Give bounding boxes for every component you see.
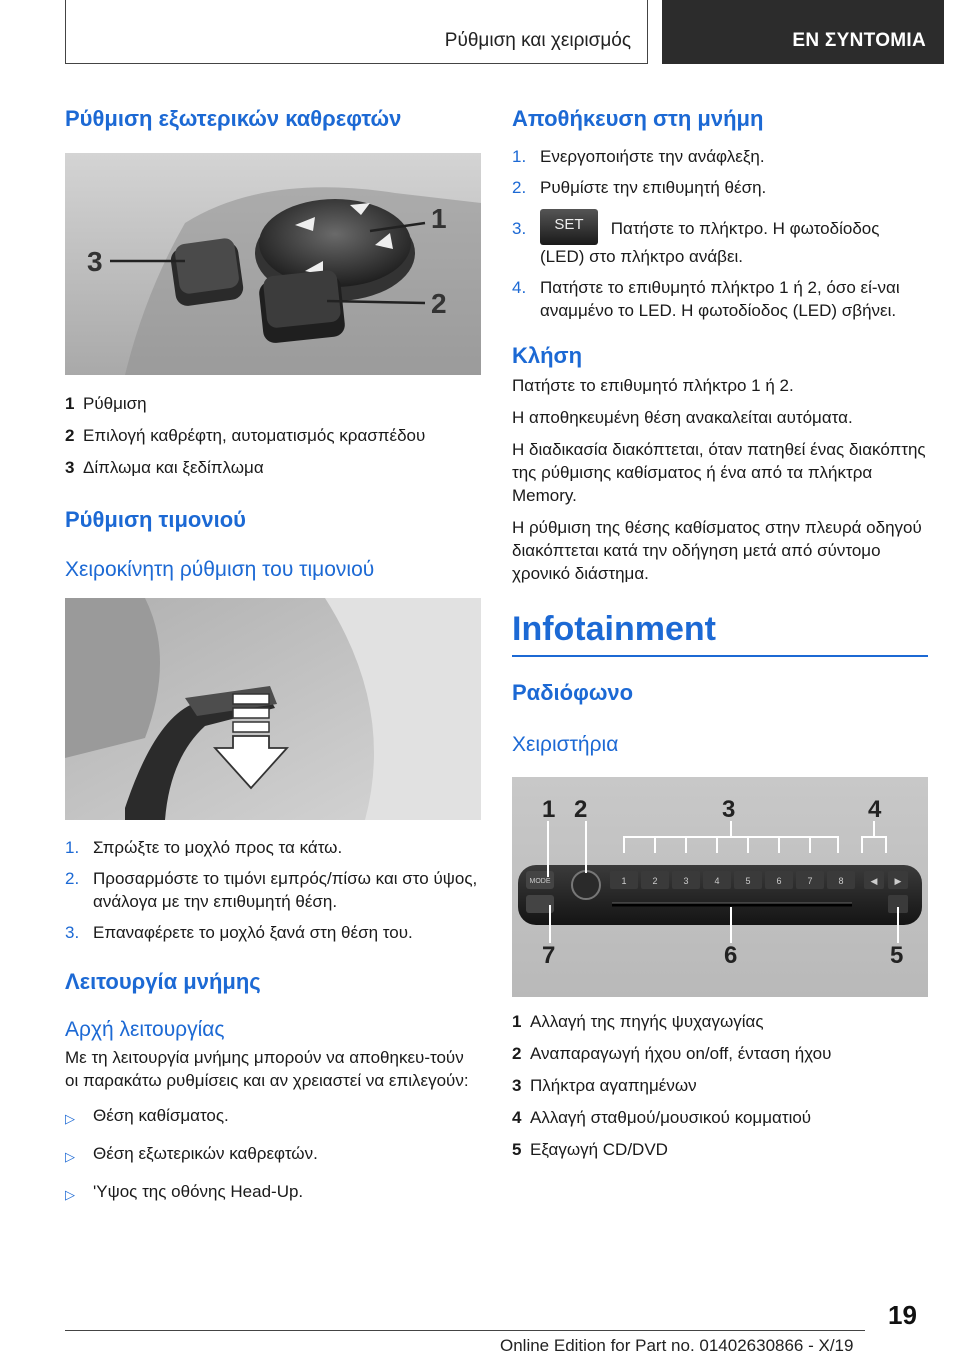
- set-button-icon: SET: [540, 209, 598, 245]
- recall-heading: Κλήση: [512, 343, 583, 368]
- step-item: 2. Προσαρμόστε το τιμόνι εμπρός/πίσω και στο ύψος, ανάλογα με την επιθυμητή θέση.: [65, 869, 478, 911]
- header-chapter-box: [65, 0, 648, 64]
- radio-legend: [512, 1011, 928, 1160]
- footer-edition: Online Edition for Part no. 01402630866 - X/19: [500, 1336, 854, 1355]
- legend-item: 2 Αναπαραγωγή ήχου on/off, ένταση ήχου: [512, 1044, 832, 1063]
- bullet-item: ▷ Θέση εξωτερικών καθρεφτών.: [65, 1144, 318, 1164]
- legend-item: 2 Επιλογή καθρέφτη, αυτοματισμός κρασπέδου: [65, 426, 426, 445]
- infotainment-rule: [512, 655, 928, 657]
- step-item: 1. Σπρώξτε το μοχλό προς τα κάτω.: [65, 838, 343, 857]
- preset-label: 8: [838, 876, 844, 886]
- callout-2: 2: [431, 288, 447, 319]
- radio-callout-4: 4: [868, 796, 882, 823]
- section-tab-label: ΕΝ ΣΥΝΤΟΜΙΑ: [792, 30, 926, 51]
- header-section-tab[interactable]: [662, 0, 944, 64]
- preset-label: 7: [807, 876, 813, 886]
- radio-callout-3: 3: [722, 796, 736, 823]
- legend-item: 1 Ρύθμιση: [65, 394, 147, 413]
- memory-subheading: Αρχή λειτουργίας: [65, 1018, 225, 1041]
- store-steps: [512, 145, 928, 322]
- svg-text:◀: ◀: [870, 876, 878, 886]
- infotainment-heading: Infotainment: [512, 610, 716, 648]
- legend-item: 5 Εξαγωγή CD/DVD: [512, 1140, 668, 1159]
- radio-controls-figure: [512, 777, 928, 997]
- controls-heading: Χειριστήρια: [512, 733, 619, 756]
- step-item: 3. SET Πατήστε το πλήκτρο. Η φωτοδίοδος (LED) στο πλήκτρο ανάβει.: [512, 217, 928, 268]
- memory-bullets: [65, 1104, 481, 1206]
- bullet-item: ▷ 'Υψος της οθόνης Head-Up.: [65, 1182, 304, 1202]
- radio-callout-6: 6: [724, 942, 738, 969]
- preset-label: 6: [776, 876, 782, 886]
- steering-heading: Ρύθμιση τιμονιού: [65, 507, 246, 532]
- preset-label: 5: [745, 876, 751, 886]
- store-heading: Αποθήκευση στη μνήμη: [512, 106, 764, 131]
- legend-item: 3 Πλήκτρα αγαπημένων: [512, 1076, 697, 1095]
- right-column: [512, 100, 928, 1171]
- page-number: 19: [888, 1300, 917, 1330]
- radio-callout-5: 5: [890, 942, 904, 969]
- left-column: [65, 100, 481, 1218]
- footer-divider: [65, 1330, 865, 1331]
- legend-item: 4 Αλλαγή σταθμού/μουσικού κομματιού: [512, 1108, 812, 1127]
- radio-callout-1: 1: [542, 796, 556, 823]
- step-item: 3. Επαναφέρετε το μοχλό ξανά στη θέση του.: [65, 923, 413, 942]
- mirror-controls-figure: [65, 153, 481, 375]
- radio-callout-7: 7: [542, 942, 556, 969]
- step-item: 1. Ενεργοποιήστε την ανάφλεξη.: [512, 147, 765, 166]
- legend-item: 1 Αλλαγή της πηγής ψυχαγωγίας: [512, 1012, 764, 1031]
- memory-heading: Λειτουργία μνήμης: [65, 969, 261, 994]
- mirrors-heading: Ρύθμιση εξωτερικών καθρεφτών: [65, 106, 402, 131]
- legend-item: 3 Δίπλωμα και ξεδίπλωμα: [65, 458, 264, 477]
- svg-text:▶: ▶: [894, 876, 902, 886]
- preset-label: 3: [683, 876, 689, 886]
- steering-steps: [65, 836, 481, 944]
- steering-subheading: Χειροκίνητη ρύθμιση του τιμονιού: [65, 558, 375, 581]
- mirrors-legend: [65, 393, 481, 478]
- bullet-item: ▷ Θέση καθίσματος.: [65, 1106, 229, 1126]
- preset-label: 2: [652, 876, 658, 886]
- radio-callout-2: 2: [574, 796, 588, 823]
- step-item: 2. Ρυθμίστε την επιθυμητή θέση.: [512, 178, 767, 197]
- callout-3: 3: [87, 246, 103, 277]
- mode-label: MODE: [529, 878, 551, 885]
- radio-heading: Ραδιόφωνο: [512, 680, 634, 705]
- recall-text: Πατήστε το επιθυμητό πλήκτρο 1 ή 2. Η αποθηκευμένη θέση ανακαλείται αυτόματα. Η διαδικασία διακόπτεται, όταν πατηθεί ένας διακόπτης της ρύθμισης καθίσματος ή ένα από τα πλήκτρα Memory. Η ρύθμιση της θέσης καθίσματος στην πλευρά οδηγού διακόπτεται κατά την οδήγηση μετά από σύντομο χρονικό διάστημα.: [512, 376, 926, 583]
- chapter-title: Ρύθμιση και χειρισμός: [444, 30, 631, 51]
- steering-lever-figure: [65, 598, 481, 820]
- memory-intro: Με τη λειτουργία μνήμης μπορούν να αποθηκευ-τούν οι παρακάτω ρυθμίσεις και αν χρειαστεί να επιλεγούν:: [65, 1048, 469, 1090]
- callout-1: 1: [431, 203, 447, 234]
- preset-label: 1: [621, 876, 627, 886]
- step-item: 4. Πατήστε το επιθυμητό πλήκτρο 1 ή 2, όσο εί-ναι αναμμένο το LED. Η φωτοδίοδος (LED) σβήνει.: [512, 278, 900, 320]
- preset-label: 4: [714, 876, 720, 886]
